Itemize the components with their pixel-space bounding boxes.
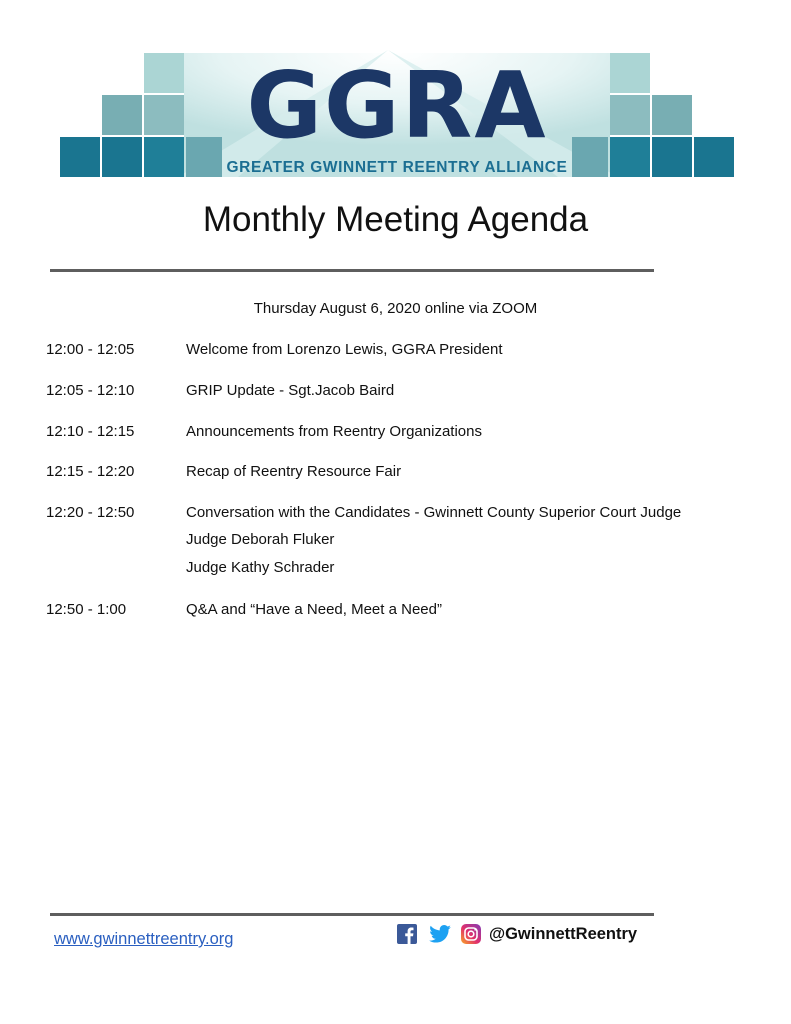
logo-subtitle: GREATER GWINNETT REENTRY ALLIANCE xyxy=(226,159,568,176)
website-link[interactable]: www.gwinnettreentry.org xyxy=(54,930,234,948)
agenda-time: 12:20 - 12:50 xyxy=(46,504,135,521)
agenda-item: Q&A and “Have a Need, Meet a Need” xyxy=(186,601,442,618)
header-divider xyxy=(50,269,654,272)
meeting-info: Thursday August 6, 2020 online via ZOOM xyxy=(253,300,538,317)
agenda-item: GRIP Update - Sgt.Jacob Baird xyxy=(186,382,395,399)
agenda-row xyxy=(46,381,394,401)
agenda-time: 12:00 - 12:05 xyxy=(46,341,135,358)
agenda-row xyxy=(46,462,401,482)
agenda-item: Welcome from Lorenzo Lewis, GGRA President xyxy=(186,341,503,358)
agenda-row xyxy=(46,422,482,442)
agenda-time: 12:50 - 1:00 xyxy=(46,601,127,618)
agenda-time: 12:10 - 12:15 xyxy=(46,423,135,440)
twitter-icon[interactable] xyxy=(429,925,451,943)
footer-divider xyxy=(50,913,654,916)
agenda-item: Announcements from Reentry Organizations xyxy=(186,423,482,440)
agenda-item: Conversation with the Candidates - Gwinnett County Superior Court Judge xyxy=(186,504,682,521)
agenda-sub-item: Judge Kathy Schrader xyxy=(186,559,335,576)
agenda-sub-item: Judge Deborah Fluker xyxy=(186,531,335,548)
social-handle: @GwinnettReentry xyxy=(489,924,638,943)
agenda-time: 12:05 - 12:10 xyxy=(46,382,135,399)
agenda-time: 12:15 - 12:20 xyxy=(46,463,135,480)
agenda-row xyxy=(46,503,746,523)
page-title: Monthly Meeting Agenda xyxy=(202,200,589,239)
facebook-icon[interactable] xyxy=(397,924,417,944)
social-links xyxy=(397,924,637,944)
ggra-logo xyxy=(58,50,736,180)
agenda-row xyxy=(46,600,442,620)
agenda-item: Recap of Reentry Resource Fair xyxy=(186,463,402,480)
logo-letters: GGRA xyxy=(246,52,548,159)
agenda-row xyxy=(46,340,503,360)
instagram-icon[interactable] xyxy=(461,924,481,944)
